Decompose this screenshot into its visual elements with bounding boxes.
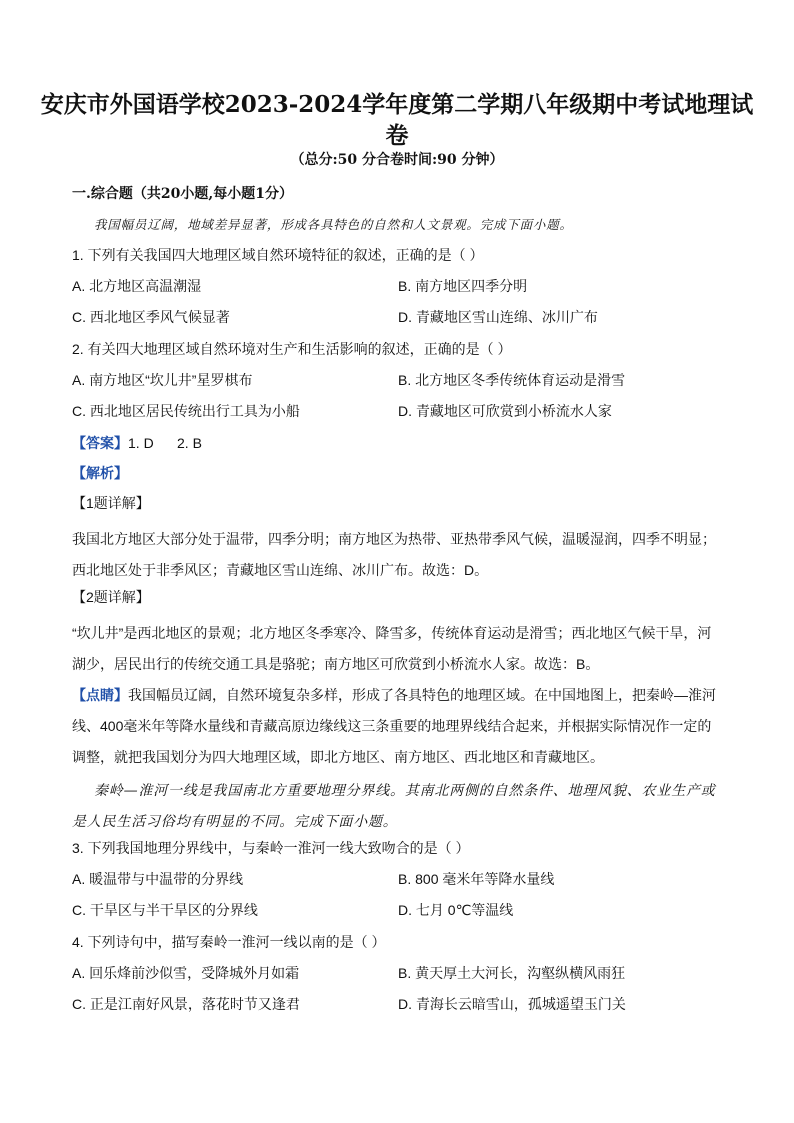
analysis-label-text: 【解析】: [72, 465, 128, 481]
question-4-option-c: C. 正是江南好风景，落花时节又逢君: [72, 996, 300, 1012]
question-4-option-b: B. 黄天厚土大河长，沟壑纵横风雨狂: [398, 965, 626, 981]
question-1-stem: 1. 下列有关我国四大地理区域自然环境特征的叙述，正确的是（ ）: [72, 247, 484, 263]
question-1-option-b: B. 南方地区四季分明: [398, 278, 528, 294]
section-heading: 一.综合题（共20小题,每小题1分）: [72, 186, 293, 202]
analysis-label: [72, 463, 128, 483]
question-1-option-a: A. 北方地区高温潮湿: [72, 278, 202, 294]
exam-title-line2: 卷: [385, 122, 409, 149]
question-2-option-d: D. 青藏地区可欣赏到小桥流水人家: [398, 403, 612, 419]
question-2-stem: 2. 有关四大地理区域自然环境对生产和生活影响的叙述，正确的是（ ）: [72, 341, 512, 357]
question-3-stem: 3. 下列我国地理分界线中，与秦岭一淮河一线大致吻合的是（ ）: [72, 840, 470, 856]
question-1-option-d: D. 青藏地区雪山连绵、冰川广布: [398, 309, 598, 325]
answer-text: 1. D 2. B: [128, 435, 202, 451]
question-4-option-a: A. 回乐烽前沙似雪，受降城外月如霜: [72, 965, 300, 981]
detail-1-text: 我国北方地区大部分处于温带，四季分明；南方地区为热带、亚热带季风气候，温暖湿润，四季不明显；西北地区处于非季风区；青藏地区雪山连绵、冰川广布。故选：D。: [72, 531, 716, 578]
exam-title-line1: 安庆市外国语学校2023-2024学年度第二学期八年级期中考试地理试: [40, 91, 754, 118]
question-3-option-a: A. 暖温带与中温带的分界线: [72, 871, 244, 887]
detail-2-label: 【2题详解】: [72, 589, 150, 605]
detail-2-text: “坎儿井”是西北地区的景观；北方地区冬季寒冷、降雪多，传统体育运动是滑雪；西北地区气候干旱，河湖少，居民出行的传统交通工具是骆驼；南方地区可欣赏到小桥流水人家。故选：B。: [72, 625, 712, 672]
question-2-option-c: C. 西北地区居民传统出行工具为小船: [72, 403, 300, 419]
tip-label: 【点睛】: [72, 687, 128, 703]
question-3-option-d: D. 七月 0℃等温线: [398, 902, 514, 918]
group2-intro: 秦岭—淮河一线是我国南北方重要地理分界线。其南北两侧的自然条件、地理风貌、农业生产或是人民生活习俗均有明显的不同。完成下面小题。: [72, 783, 716, 830]
tip-paragraph: [72, 680, 722, 773]
tip-text: 我国幅员辽阔，自然环境复杂多样，形成了各具特色的地理区域。在中国地图上，把秦岭—淮河线、400毫米年等降水量线和青藏高原边缘线这三条重要的地理界线结合起来，并根据实际情况作一定的调整，就把我国划分为四大地理区域，即北方地区、南方地区、西北地区和青藏地区。: [72, 687, 716, 765]
detail-1-label: 【1题详解】: [72, 495, 150, 511]
answer-line: [72, 433, 202, 453]
exam-subtitle: （总分:50 分合卷时间:90 分钟）: [290, 152, 504, 168]
question-3-option-b: B. 800 毫米年等降水量线: [398, 871, 555, 887]
question-1-option-c: C. 西北地区季风气候显著: [72, 309, 230, 325]
group1-intro: 我国幅员辽阔，地域差异显著，形成各具特色的自然和人文景观。完成下面小题。: [94, 217, 573, 232]
question-2-option-b: B. 北方地区冬季传统体育运动是滑雪: [398, 372, 626, 388]
answer-label: 【答案】: [72, 435, 128, 451]
question-3-option-c: C. 干旱区与半干旱区的分界线: [72, 902, 258, 918]
question-2-option-a: A. 南方地区“坎儿井”星罗棋布: [72, 372, 253, 388]
question-4-stem: 4. 下列诗句中，描写秦岭一淮河一线以南的是（ ）: [72, 934, 386, 950]
question-4-option-d: D. 青海长云暗雪山，孤城遥望玉门关: [398, 996, 626, 1012]
